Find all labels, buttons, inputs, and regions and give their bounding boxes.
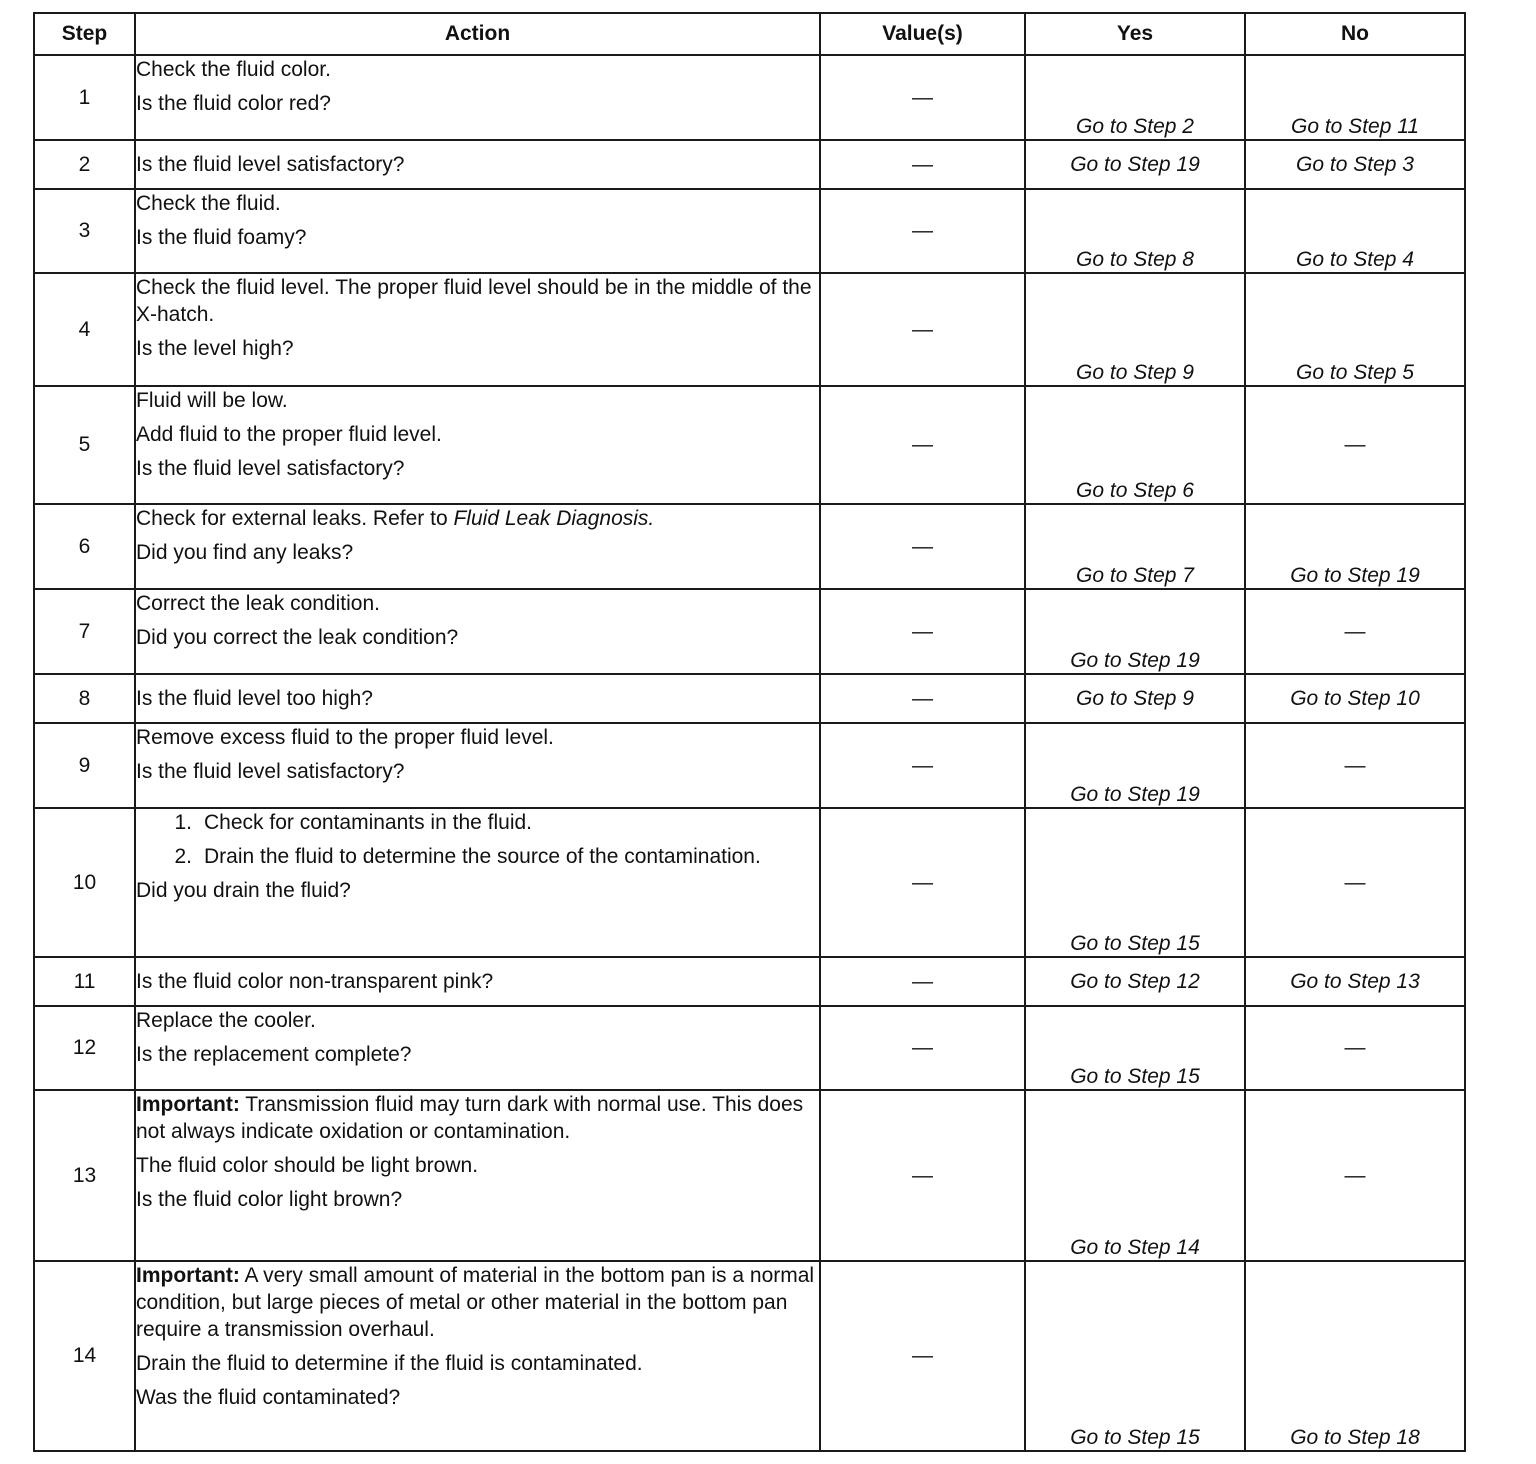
table-row xyxy=(34,589,1465,674)
action-cell xyxy=(135,674,820,723)
step-number: 5 xyxy=(34,386,135,504)
important-note xyxy=(136,1091,819,1145)
step-number: 7 xyxy=(34,589,135,674)
action-line: Did you find any leaks? xyxy=(136,541,354,564)
value-cell: — xyxy=(820,674,1025,723)
yes-cell: Go to Step 19 xyxy=(1025,140,1245,189)
value-cell: — xyxy=(820,273,1025,386)
no-cell: — xyxy=(1245,589,1465,674)
action-cell xyxy=(135,1006,820,1090)
step-number: 14 xyxy=(34,1261,135,1451)
no-cell: Go to Step 3 xyxy=(1245,140,1465,189)
value-cell: — xyxy=(820,723,1025,808)
fluid-leak-diagnosis-ref[interactable]: Fluid Leak Diagnosis. xyxy=(453,507,655,530)
table-row xyxy=(34,957,1465,1006)
important-text: Transmission fluid may turn dark with normal use. This does not always indicate oxidation or contamination. xyxy=(136,1093,804,1143)
table-row xyxy=(34,386,1465,504)
header-no: No xyxy=(1245,13,1465,55)
value-cell: — xyxy=(820,1006,1025,1090)
step-number: 13 xyxy=(34,1090,135,1261)
step-number: 4 xyxy=(34,273,135,386)
no-cell: Go to Step 19 xyxy=(1245,504,1465,589)
step-number: 9 xyxy=(34,723,135,808)
value-cell: — xyxy=(820,1261,1025,1451)
action-line: Is the fluid color red? xyxy=(136,92,331,115)
action-line: Did you correct the leak condition? xyxy=(136,626,459,649)
action-line: Remove excess fluid to the proper fluid level. xyxy=(136,726,554,749)
action-cell xyxy=(135,957,820,1006)
no-cell: — xyxy=(1245,808,1465,957)
table-row xyxy=(34,1090,1465,1261)
step-number: 11 xyxy=(34,957,135,1006)
no-cell: Go to Step 4 xyxy=(1245,189,1465,273)
table-row xyxy=(34,1261,1465,1451)
action-line: Was the fluid contaminated? xyxy=(136,1386,401,1409)
no-cell: — xyxy=(1245,1090,1465,1261)
action-cell xyxy=(135,1090,820,1261)
table-row xyxy=(34,55,1465,140)
yes-cell: Go to Step 19 xyxy=(1025,589,1245,674)
no-cell: Go to Step 13 xyxy=(1245,957,1465,1006)
table-row xyxy=(34,140,1465,189)
step-number: 3 xyxy=(34,189,135,273)
no-cell: Go to Step 5 xyxy=(1245,273,1465,386)
value-cell: — xyxy=(820,189,1025,273)
value-cell: — xyxy=(820,808,1025,957)
important-note xyxy=(136,1262,819,1343)
yes-cell: Go to Step 19 xyxy=(1025,723,1245,808)
action-text: Check for external leaks. Refer to xyxy=(136,507,454,530)
table-body xyxy=(34,55,1465,1451)
table-row xyxy=(34,504,1465,589)
action-line: Is the level high? xyxy=(136,337,294,360)
value-cell: — xyxy=(820,957,1025,1006)
action-cell xyxy=(135,723,820,808)
important-label: Important: xyxy=(136,1093,240,1116)
list-item-text: Check for contaminants in the fluid. xyxy=(204,811,533,834)
yes-cell: Go to Step 15 xyxy=(1025,808,1245,957)
step-number: 6 xyxy=(34,504,135,589)
action-line: Fluid will be low. xyxy=(136,389,288,412)
table-row xyxy=(34,189,1465,273)
step-number: 8 xyxy=(34,674,135,723)
action-line: Correct the leak condition. xyxy=(136,592,380,615)
yes-cell: Go to Step 2 xyxy=(1025,55,1245,140)
yes-cell: Go to Step 12 xyxy=(1025,957,1245,1006)
list-item xyxy=(136,843,819,870)
table-row xyxy=(34,674,1465,723)
step-number: 12 xyxy=(34,1006,135,1090)
header-action: Action xyxy=(135,13,820,55)
step-number: 1 xyxy=(34,55,135,140)
no-cell: — xyxy=(1245,386,1465,504)
value-cell: — xyxy=(820,386,1025,504)
action-line: Is the fluid color light brown? xyxy=(136,1188,403,1211)
yes-cell: Go to Step 14 xyxy=(1025,1090,1245,1261)
yes-cell: Go to Step 9 xyxy=(1025,273,1245,386)
action-line: Is the fluid level satisfactory? xyxy=(136,760,405,783)
header-row xyxy=(34,13,1465,55)
action-line: The fluid color should be light brown. xyxy=(136,1154,479,1177)
table-row xyxy=(34,1006,1465,1090)
numbered-list xyxy=(136,809,819,870)
important-label: Important: xyxy=(136,1264,240,1287)
action-cell xyxy=(135,589,820,674)
action-line: Replace the cooler. xyxy=(136,1009,316,1032)
action-cell xyxy=(135,273,820,386)
action-line: Is the fluid level too high? xyxy=(136,687,373,710)
header-yes: Yes xyxy=(1025,13,1245,55)
list-item xyxy=(136,809,819,836)
action-line: Check the fluid. xyxy=(136,192,281,215)
table-row xyxy=(34,808,1465,957)
header-values: Value(s) xyxy=(820,13,1025,55)
diagnostic-table xyxy=(33,12,1466,1452)
yes-cell: Go to Step 7 xyxy=(1025,504,1245,589)
list-item-text: Drain the fluid to determine the source of the contamination. xyxy=(204,845,761,868)
action-line: Is the fluid color non-transparent pink? xyxy=(136,970,494,993)
no-cell: — xyxy=(1245,1006,1465,1090)
action-line: Is the fluid foamy? xyxy=(136,226,307,249)
table-row xyxy=(34,273,1465,386)
action-line: Add fluid to the proper fluid level. xyxy=(136,423,442,446)
value-cell: — xyxy=(820,140,1025,189)
action-line xyxy=(136,505,819,532)
action-cell xyxy=(135,386,820,504)
yes-cell: Go to Step 6 xyxy=(1025,386,1245,504)
value-cell: — xyxy=(820,589,1025,674)
action-line: Check the fluid level. The proper fluid level should be in the middle of the X-hatch. xyxy=(136,276,812,326)
action-cell xyxy=(135,189,820,273)
action-cell xyxy=(135,1261,820,1451)
no-cell: Go to Step 10 xyxy=(1245,674,1465,723)
yes-cell: Go to Step 15 xyxy=(1025,1006,1245,1090)
no-cell: Go to Step 18 xyxy=(1245,1261,1465,1451)
yes-cell: Go to Step 9 xyxy=(1025,674,1245,723)
list-item-number: 1. xyxy=(174,811,192,834)
yes-cell: Go to Step 15 xyxy=(1025,1261,1245,1451)
no-cell: Go to Step 11 xyxy=(1245,55,1465,140)
action-cell xyxy=(135,140,820,189)
action-cell xyxy=(135,808,820,957)
value-cell: — xyxy=(820,1090,1025,1261)
important-text: A very small amount of material in the bottom pan is a normal condition, but large pieces of metal or other material in the bottom pan require a transmission overhaul. xyxy=(136,1264,815,1341)
header-step: Step xyxy=(34,13,135,55)
step-number: 10 xyxy=(34,808,135,957)
action-line: Is the fluid level satisfactory? xyxy=(136,457,405,480)
action-line: Check the fluid color. xyxy=(136,58,331,81)
action-cell xyxy=(135,504,820,589)
yes-cell: Go to Step 8 xyxy=(1025,189,1245,273)
list-item-number: 2. xyxy=(174,845,192,868)
action-line: Is the replacement complete? xyxy=(136,1043,412,1066)
action-cell xyxy=(135,55,820,140)
table-row xyxy=(34,723,1465,808)
value-cell: — xyxy=(820,504,1025,589)
no-cell: — xyxy=(1245,723,1465,808)
value-cell: — xyxy=(820,55,1025,140)
action-line: Is the fluid level satisfactory? xyxy=(136,153,405,176)
step-number: 2 xyxy=(34,140,135,189)
action-line: Did you drain the fluid? xyxy=(136,879,351,902)
action-line: Drain the fluid to determine if the fluid is contaminated. xyxy=(136,1352,643,1375)
